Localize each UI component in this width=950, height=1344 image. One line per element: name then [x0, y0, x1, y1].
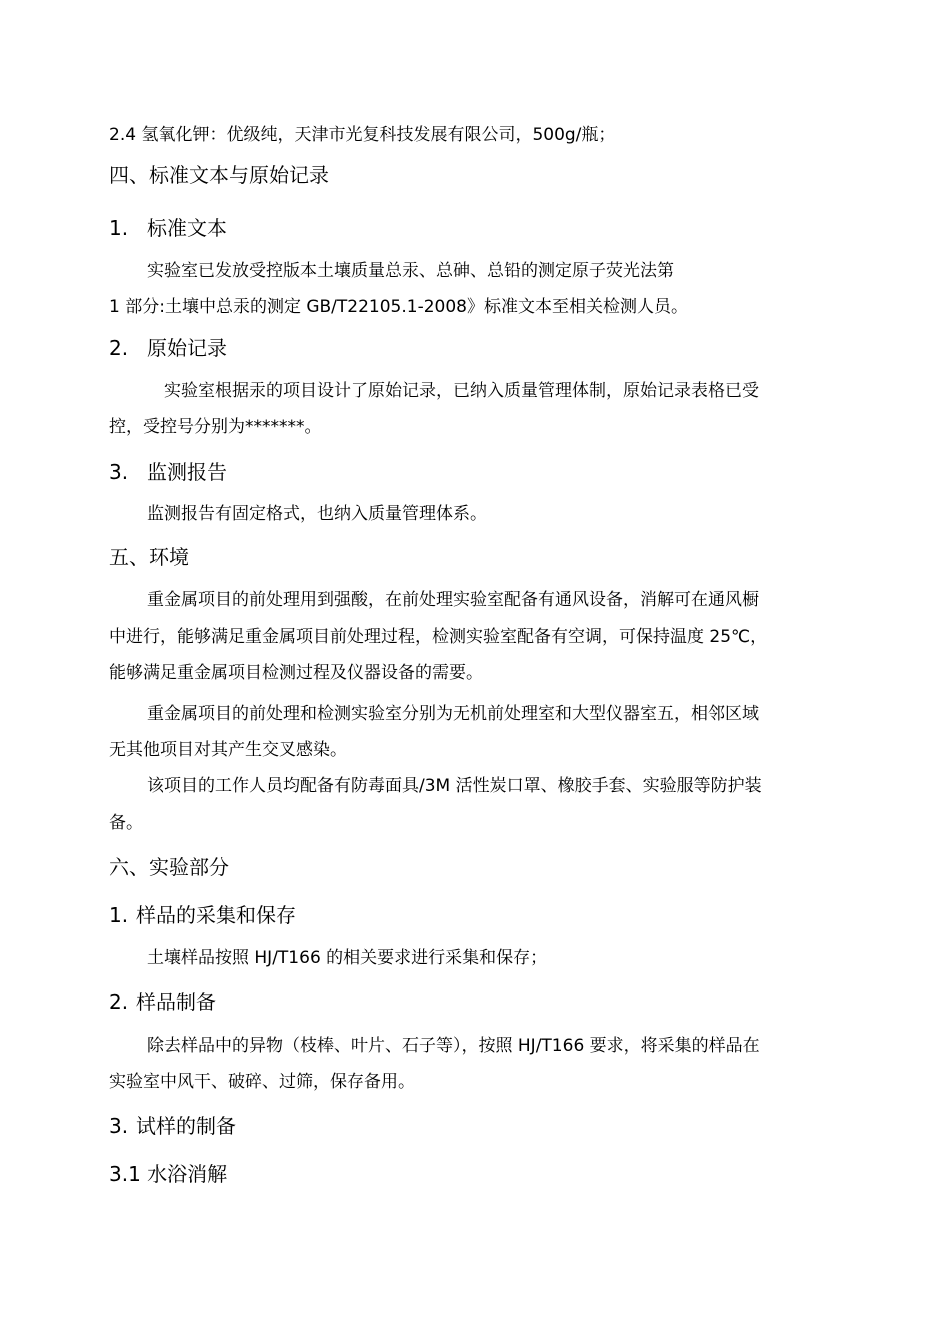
- section-6-3-title: 试样的制备: [136, 1114, 236, 1138]
- paragraph-line: 1 部分:土壤中总汞的测定 GB/T22105.1-2008》标准文本至相关检测人员。: [109, 297, 688, 317]
- paragraph-line: 重金属项目的前处理用到强酸，在前处理实验室配备有通风设备，消解可在通风橱: [147, 590, 759, 610]
- section-6-3-number: 3.: [109, 1114, 129, 1138]
- paragraph-line: 除去样品中的异物（枝棒、叶片、石子等），按照 HJ/T166 要求，将采集的样品在: [147, 1036, 760, 1056]
- section-4-heading: 四、标准文本与原始记录: [109, 163, 329, 187]
- paragraph-line: 中进行，能够满足重金属项目前处理过程，检测实验室配备有空调，可保持温度 25℃，: [109, 627, 768, 647]
- paragraph-line: 该项目的工作人员均配备有防毒面具/3M 活性炭口罩、橡胶手套、实验服等防护装: [147, 776, 762, 796]
- paragraph-line: 实验室已发放受控版本土壤质量总汞、总砷、总铅的测定原子荧光法第: [147, 261, 674, 281]
- section-6-2-number: 2.: [109, 990, 129, 1014]
- paragraph-line: 土壤样品按照 HJ/T166 的相关要求进行采集和保存；: [147, 948, 548, 968]
- section-6-3-1-heading: 3.1 水浴消解: [109, 1162, 228, 1186]
- paragraph-line: 重金属项目的前处理和检测实验室分别为无机前处理室和大型仪器室五，相邻区域: [147, 704, 759, 724]
- section-6-1-number: 1.: [109, 903, 129, 927]
- paragraph-line: 能够满足重金属项目检测过程及仪器设备的需要。: [109, 663, 483, 683]
- reagent-line-2-4: 2.4 氢氧化钾：优级纯，天津市光复科技发展有限公司，500g/瓶；: [109, 125, 616, 145]
- section-6-1-heading: [109, 901, 296, 929]
- section-5-heading: 五、环境: [109, 545, 189, 569]
- paragraph-line: 备。: [109, 813, 143, 833]
- section-4-1-title: 标准文本: [147, 216, 227, 240]
- section-4-3-number: 3.: [109, 460, 129, 484]
- section-4-3-heading: [109, 458, 227, 486]
- paragraph-line: 实验室中风干、破碎、过筛，保存备用。: [109, 1072, 415, 1092]
- section-6-1-title: 样品的采集和保存: [136, 903, 296, 927]
- section-6-2-title: 样品制备: [136, 990, 216, 1014]
- section-6-3-heading: [109, 1112, 236, 1140]
- section-4-2-heading: [109, 334, 227, 362]
- section-4-1-number: 1.: [109, 216, 129, 240]
- section-4-2-title: 原始记录: [147, 336, 227, 360]
- paragraph-line: 实验室根据汞的项目设计了原始记录，已纳入质量管理体制，原始记录表格已受: [164, 381, 759, 401]
- paragraph-line: 监测报告有固定格式，也纳入质量管理体系。: [147, 504, 487, 524]
- section-4-3-title: 监测报告: [147, 460, 227, 484]
- section-4-1-heading: [109, 214, 227, 242]
- paragraph-line: 控，受控号分别为*******。: [109, 417, 322, 437]
- section-6-2-heading: [109, 988, 216, 1016]
- section-6-heading: 六、实验部分: [109, 855, 229, 879]
- paragraph-line: 无其他项目对其产生交叉感染。: [109, 740, 347, 760]
- section-4-2-number: 2.: [109, 336, 129, 360]
